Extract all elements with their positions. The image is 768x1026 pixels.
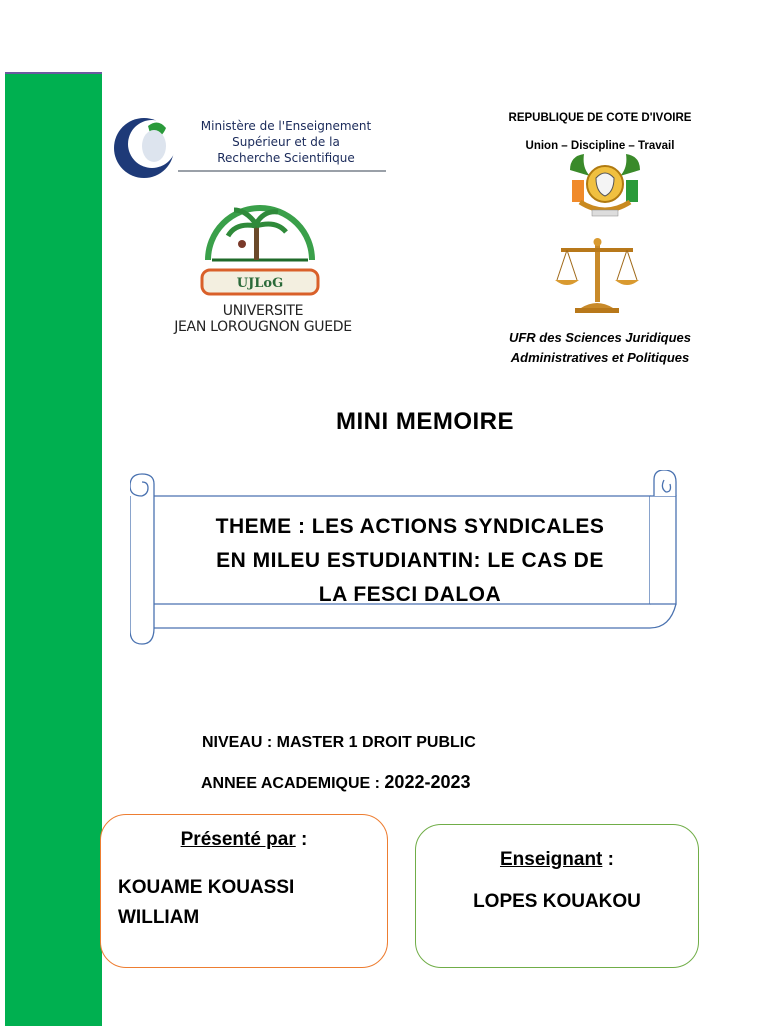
ministry-line-3: Recherche Scientifique — [217, 151, 355, 165]
theme-text — [160, 510, 660, 612]
ministry-line-2: Supérieur et de la — [232, 135, 340, 149]
republic-motto: Union – Discipline – Travail — [525, 140, 675, 152]
academic-year — [201, 772, 471, 793]
ministry-logo — [108, 106, 388, 180]
document-title: MINI MEMOIRE — [336, 408, 514, 435]
university-line-1: UNIVERSITE — [222, 303, 304, 319]
student-name-line-1: KOUAME KOUASSI — [118, 877, 295, 898]
ufr-line-1: UFR des Sciences Juridiques — [508, 330, 692, 345]
presented-by-heading — [101, 829, 387, 851]
academic-year-value: 2022-2023 — [384, 772, 471, 792]
coat-of-arms-icon — [562, 150, 648, 222]
teacher-label: Enseignant — [499, 849, 603, 870]
green-sidebar — [5, 72, 102, 1026]
ministry-emblem-icon — [108, 106, 188, 180]
theme-line-1: THEME : LES ACTIONS SYNDICALES — [215, 515, 605, 538]
republic-name: REPUBLIQUE DE COTE D'IVOIRE — [508, 112, 692, 124]
theme-line-2: EN MILEU ESTUDIANTIN: LE CAS DE — [216, 549, 604, 572]
teacher-colon: : — [602, 849, 614, 870]
ministry-name — [186, 118, 386, 166]
teacher-name: LOPES KOUAKOU — [473, 891, 641, 912]
presented-by-box — [100, 814, 388, 968]
ufr-line-2: Administratives et Politiques — [510, 350, 690, 365]
university-logo-icon — [190, 198, 330, 304]
ministry-line-1: Ministère de l'Enseignement — [200, 119, 372, 133]
presented-by-colon: : — [295, 829, 308, 850]
teacher-box — [415, 824, 699, 968]
academic-year-label: ANNEE ACADEMIQUE : — [201, 775, 385, 792]
student-name-line-2: WILLIAM — [118, 907, 200, 928]
university-line-2: JEAN LOROUGNON GUEDE — [174, 319, 352, 335]
student-name — [118, 873, 368, 933]
study-level: NIVEAU : MASTER 1 DROIT PUBLIC — [202, 734, 476, 751]
ministry-underline — [178, 170, 386, 172]
scales-of-justice-icon — [553, 236, 641, 316]
presented-by-label: Présenté par — [180, 829, 296, 850]
teacher-heading — [416, 849, 698, 871]
university-badge-text: UJLoG — [236, 276, 284, 291]
ufr-name — [495, 328, 705, 368]
university-name — [160, 303, 366, 335]
theme-line-3: LA FESCI DALOA — [318, 583, 502, 606]
